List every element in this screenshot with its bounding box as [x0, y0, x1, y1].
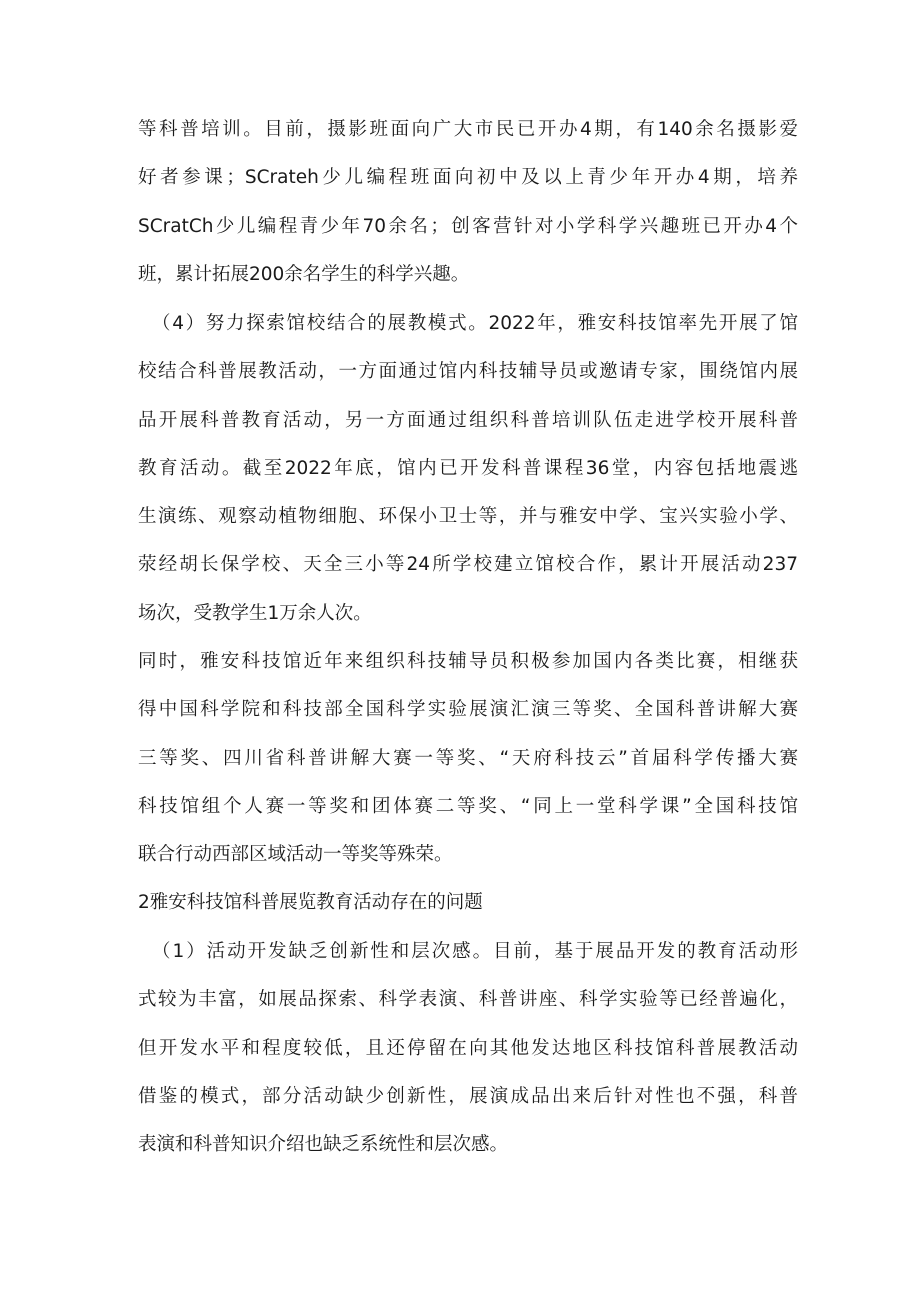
paragraph-line: 好者参课；SCrateh少儿编程班面向初中及以上青少年开办4期，培养	[138, 167, 798, 188]
paragraph-line: 联合行动西部区域活动一等奖等殊荣。	[138, 844, 453, 865]
paragraph-line: 三等奖、四川省科普讲解大赛一等奖、“天府科技云”首届科学传播大赛	[138, 748, 798, 769]
paragraph-line: （4）努力探索馆校结合的展教模式。2022年，雅安科技馆率先开展了馆	[152, 313, 798, 334]
paragraph-line: 荥经胡长保学校、天全三小等24所学校建立馆校合作，累计开展活动237	[138, 554, 798, 575]
section-heading: 2雅安科技馆科普展览教育活动存在的问题	[138, 892, 483, 913]
paragraph-line: 品开展科普教育活动，另一方面通过组织科普培训队伍走进学校开展科普	[138, 410, 798, 431]
paragraph-line: 班，累计拓展200余名学生的科学兴趣。	[138, 264, 470, 285]
paragraph-line: 同时，雅安科技馆近年来组织科技辅导员积极参加国内各类比赛，相继获	[138, 651, 798, 672]
paragraph-line: 借鉴的模式，部分活动缺少创新性，展演成品出来后针对性也不强，科普	[138, 1086, 798, 1107]
paragraph-line: 表演和科普知识介绍也缺乏系统性和层次感。	[138, 1134, 509, 1155]
paragraph-line: 场次，受教学生1万余人次。	[138, 603, 372, 624]
paragraph-line: 科技馆组个人赛一等奖和团体赛二等奖、“同上一堂科学课”全国科技馆	[138, 796, 798, 817]
paragraph-line: SCratCh少儿编程青少年70余名；创客营针对小学科学兴趣班已开办4个	[138, 216, 798, 237]
paragraph-line: 得中国科学院和科技部全国科学实验展演汇演三等奖、全国科普讲解大赛	[138, 699, 798, 720]
paragraph-line: 教育活动。截至2022年底，馆内已开发科普课程36堂，内容包括地震逃	[138, 458, 798, 479]
paragraph-line: （1）活动开发缺乏创新性和层次感。目前，基于展品开发的教育活动形	[152, 941, 798, 962]
paragraph-line: 式较为丰富，如展品探索、科学表演、科普讲座、科学实验等已经普遍化，	[138, 989, 798, 1010]
paragraph-line: 等科普培训。目前，摄影班面向广大市民已开办4期，有140余名摄影爱	[138, 119, 798, 140]
paragraph-line: 校结合科普展教活动，一方面通过馆内科技辅导员或邀请专家，围绕馆内展	[138, 361, 798, 382]
paragraph-line: 生演练、观察动植物细胞、环保小卫士等，并与雅安中学、宝兴实验小学、	[138, 506, 798, 527]
paragraph-line: 但开发水平和程度较低，且还停留在向其他发达地区科技馆科普展教活动	[138, 1038, 798, 1059]
